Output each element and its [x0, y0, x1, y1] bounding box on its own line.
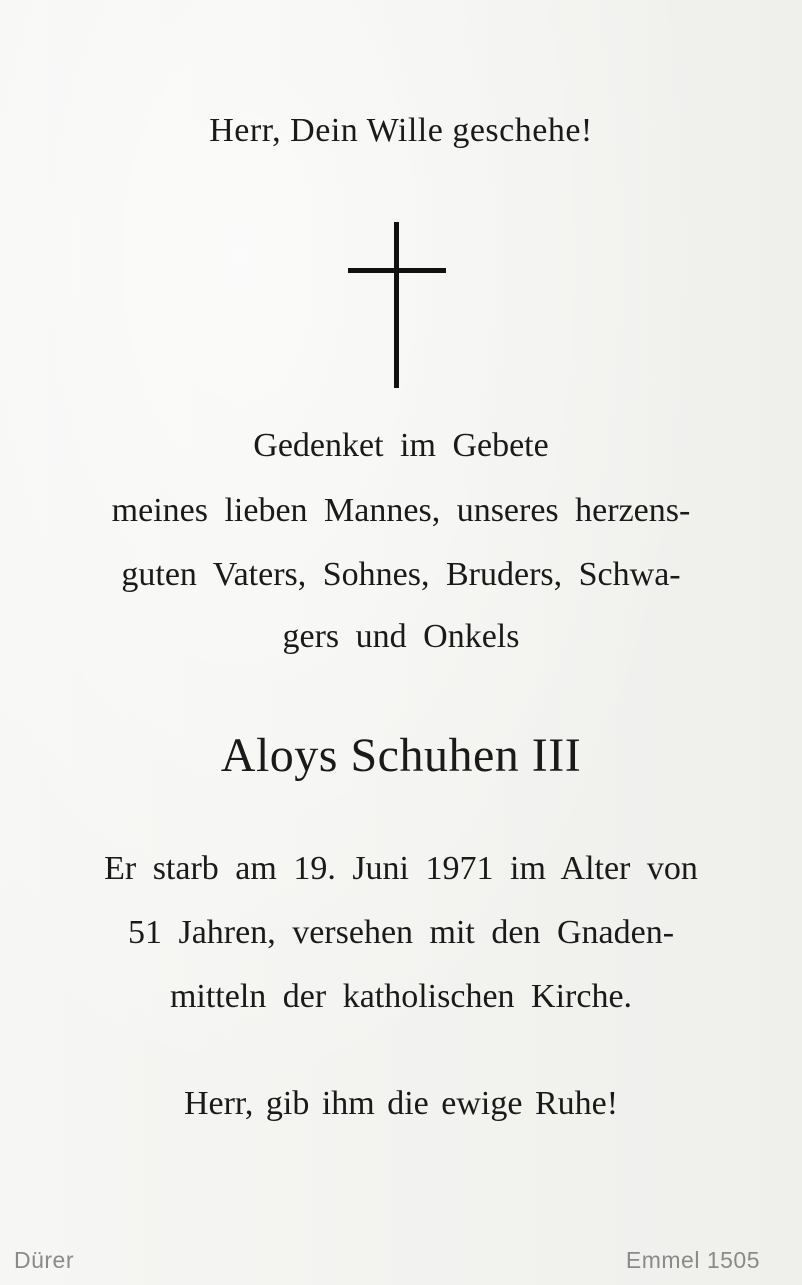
death-line-1: Er starb am 19. Juni 1971 im Alter von — [104, 850, 698, 887]
intro-line-4: gers und Onkels — [282, 618, 520, 655]
cross-horizontal-bar — [348, 268, 446, 273]
death-line-2: 51 Jahren, versehen mit den Gnaden- — [127, 914, 675, 951]
intro-line-1: Gedenket im Gebete — [253, 427, 549, 464]
imprint-catalog-number: Emmel 1505 — [625, 1247, 760, 1273]
intro-line-2: meines lieben Mannes, unseres herzens- — [111, 492, 691, 529]
cross-vertical-bar — [394, 222, 399, 388]
cross-icon — [348, 222, 446, 388]
imprint-publisher: Dürer — [14, 1247, 75, 1273]
intro-line-3: guten Vaters, Sohnes, Bruders, Schwa- — [121, 556, 681, 593]
deceased-name: Aloys Schuhen III — [220, 729, 582, 782]
motto-text: Herr, Dein Wille geschehe! — [209, 112, 593, 149]
death-line-3: mitteln der katholischen Kirche. — [169, 978, 633, 1015]
closing-prayer: Herr, gib ihm die ewige Ruhe! — [183, 1085, 619, 1122]
